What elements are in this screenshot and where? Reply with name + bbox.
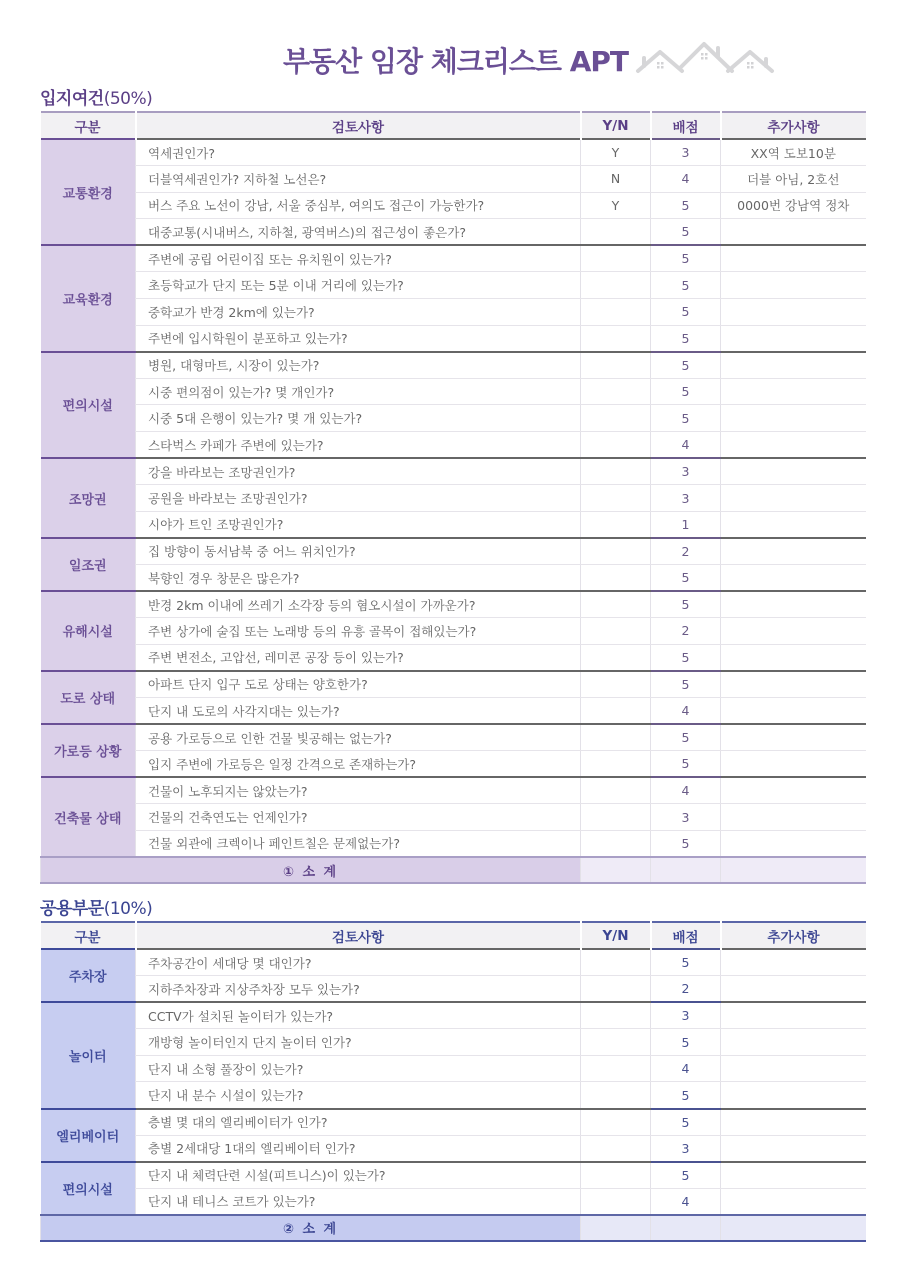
score-cell[interactable]: 5 (651, 591, 721, 618)
table-row (41, 1188, 866, 1215)
note-cell[interactable] (721, 697, 866, 724)
table-row (41, 724, 866, 751)
note-cell[interactable] (721, 618, 866, 645)
note-cell[interactable] (721, 777, 866, 804)
score-cell[interactable]: 5 (651, 219, 721, 246)
score-cell[interactable]: 5 (651, 949, 721, 976)
yn-cell[interactable] (581, 1188, 651, 1215)
table-row (41, 830, 866, 857)
category-cell: 건축물 상태 (41, 777, 136, 857)
table-row (41, 458, 866, 485)
subtotal-note-cell[interactable] (721, 1215, 866, 1241)
table-row (41, 1055, 866, 1082)
question-cell: 병원, 대형마트, 시장이 있는가? (136, 352, 581, 379)
yn-cell[interactable] (581, 485, 651, 512)
question-cell: 초등학교가 단지 또는 5분 이내 거리에 있는가? (136, 272, 581, 299)
score-cell[interactable]: 2 (651, 976, 721, 1003)
table-row (41, 1082, 866, 1109)
table-row (41, 299, 866, 326)
col-header-category: 구분 (41, 922, 136, 949)
table-body (41, 949, 866, 1241)
yn-cell[interactable] (581, 976, 651, 1003)
score-cell[interactable]: 5 (651, 671, 721, 698)
houses-roof-icon (632, 38, 777, 78)
table-row (41, 405, 866, 432)
question-cell: 층별 2세대당 1대의 엘리베이터 인가? (136, 1135, 581, 1162)
category-cell: 엘리베이터 (41, 1109, 136, 1162)
category-cell: 주차장 (41, 949, 136, 1002)
score-cell[interactable]: 3 (651, 1002, 721, 1029)
question-cell: 단지 내 테니스 코트가 있는가? (136, 1188, 581, 1215)
yn-cell[interactable] (581, 671, 651, 698)
score-cell[interactable]: 4 (651, 1055, 721, 1082)
col-header-category: 구분 (41, 112, 136, 139)
question-cell: 단지 내 분수 시설이 있는가? (136, 1082, 581, 1109)
table-row (41, 1162, 866, 1189)
note-cell[interactable] (721, 1109, 866, 1136)
table-row (41, 1109, 866, 1136)
table-row (41, 618, 866, 645)
note-cell[interactable] (721, 485, 866, 512)
category-cell: 도로 상태 (41, 671, 136, 724)
question-cell: 중학교가 반경 2km에 있는가? (136, 299, 581, 326)
category-cell: 편의시설 (41, 1162, 136, 1215)
score-cell[interactable]: 5 (651, 830, 721, 857)
yn-cell[interactable] (581, 949, 651, 976)
subtotal-score-cell[interactable] (651, 857, 721, 883)
note-cell[interactable] (721, 751, 866, 778)
table-row (41, 272, 866, 299)
table-header-row (41, 922, 866, 949)
section-pct: (50%) (103, 89, 153, 109)
note-cell[interactable]: 0000번 강남역 정차 (721, 192, 866, 219)
yn-cell[interactable] (581, 804, 651, 831)
yn-cell[interactable] (581, 1135, 651, 1162)
score-cell[interactable]: 3 (651, 139, 721, 166)
yn-cell[interactable] (581, 565, 651, 592)
table-row (41, 485, 866, 512)
note-cell[interactable]: 더블 아님, 2호선 (721, 166, 866, 193)
table-row (41, 671, 866, 698)
question-cell: 단지 내 도로의 사각지대는 있는가? (136, 697, 581, 724)
note-cell[interactable] (721, 511, 866, 538)
yn-cell[interactable] (581, 352, 651, 379)
category-cell: 놀이터 (41, 1002, 136, 1108)
note-cell[interactable] (721, 671, 866, 698)
question-cell: 시중 편의점이 있는가? 몇 개인가? (136, 378, 581, 405)
score-cell[interactable]: 3 (651, 485, 721, 512)
question-cell: 집 방향이 동서남북 중 어느 위치인가? (136, 538, 581, 565)
note-cell[interactable] (721, 272, 866, 299)
note-cell[interactable] (721, 804, 866, 831)
yn-cell[interactable] (581, 1082, 651, 1109)
score-cell[interactable]: 5 (651, 751, 721, 778)
score-cell[interactable]: 5 (651, 1109, 721, 1136)
score-cell[interactable]: 4 (651, 777, 721, 804)
table-row (41, 166, 866, 193)
score-cell[interactable]: 5 (651, 299, 721, 326)
note-cell[interactable] (721, 245, 866, 272)
question-cell: 건물이 노후되지는 않았는가? (136, 777, 581, 804)
yn-cell[interactable] (581, 458, 651, 485)
score-cell[interactable]: 4 (651, 1188, 721, 1215)
note-cell[interactable] (721, 352, 866, 379)
category-cell: 교육환경 (41, 245, 136, 351)
yn-cell[interactable] (581, 591, 651, 618)
table-row (41, 1135, 866, 1162)
table-row (41, 591, 866, 618)
yn-cell[interactable] (581, 299, 651, 326)
question-cell: 더블역세권인가? 지하철 노선은? (136, 166, 581, 193)
question-cell: 주변에 공립 어린이집 또는 유치원이 있는가? (136, 245, 581, 272)
score-cell[interactable]: 4 (651, 166, 721, 193)
section-name: 입지여건 (40, 89, 104, 109)
note-cell[interactable] (721, 219, 866, 246)
score-cell[interactable]: 5 (651, 565, 721, 592)
score-cell[interactable]: 2 (651, 538, 721, 565)
category-cell: 유해시설 (41, 591, 136, 671)
score-cell[interactable]: 5 (651, 192, 721, 219)
score-cell[interactable]: 5 (651, 644, 721, 671)
note-cell[interactable] (721, 1082, 866, 1109)
subtotal-label: ② 소 계 (41, 1215, 581, 1241)
yn-cell[interactable] (581, 1162, 651, 1189)
col-header-score: 배점 (651, 922, 721, 949)
question-cell: 주변 상가에 술집 또는 노래방 등의 유흥 골목이 접해있는가? (136, 618, 581, 645)
question-cell: 스타벅스 카페가 주변에 있는가? (136, 432, 581, 459)
table-row (41, 352, 866, 379)
score-cell[interactable]: 3 (651, 1135, 721, 1162)
yn-cell[interactable] (581, 777, 651, 804)
yn-cell[interactable] (581, 1029, 651, 1056)
yn-cell[interactable] (581, 751, 651, 778)
question-cell: 반경 2km 이내에 쓰레기 소각장 등의 혐오시설이 가까운가? (136, 591, 581, 618)
yn-cell[interactable] (581, 1109, 651, 1136)
note-cell[interactable] (721, 976, 866, 1003)
table-row (41, 139, 866, 166)
yn-cell[interactable] (581, 697, 651, 724)
score-cell[interactable]: 5 (651, 325, 721, 352)
question-cell: 역세권인가? (136, 139, 581, 166)
category-cell: 조망권 (41, 458, 136, 538)
note-cell[interactable] (721, 1162, 866, 1189)
note-cell[interactable] (721, 325, 866, 352)
yn-cell[interactable] (581, 830, 651, 857)
yn-cell[interactable] (581, 511, 651, 538)
yn-cell[interactable] (581, 432, 651, 459)
yn-cell[interactable]: Y (581, 192, 651, 219)
subtotal-label: ① 소 계 (41, 857, 581, 883)
yn-cell[interactable] (581, 724, 651, 751)
col-header-yn: Y/N (581, 112, 651, 139)
note-cell[interactable] (721, 644, 866, 671)
note-cell[interactable] (721, 591, 866, 618)
note-cell[interactable] (721, 565, 866, 592)
category-cell: 가로등 상황 (41, 724, 136, 777)
note-cell[interactable] (721, 949, 866, 976)
question-cell: 주변에 입시학원이 분포하고 있는가? (136, 325, 581, 352)
yn-cell[interactable] (581, 538, 651, 565)
score-cell[interactable]: 2 (651, 618, 721, 645)
note-cell[interactable] (721, 1029, 866, 1056)
table-row (41, 949, 866, 976)
table-row (41, 538, 866, 565)
table-row (41, 777, 866, 804)
question-cell: 아파트 단지 입구 도로 상태는 양호한가? (136, 671, 581, 698)
table-row (41, 219, 866, 246)
subtotal-yn-cell[interactable] (581, 857, 651, 883)
question-cell: 단지 내 소형 풀장이 있는가? (136, 1055, 581, 1082)
question-cell: 공원을 바라보는 조망권인가? (136, 485, 581, 512)
score-cell[interactable]: 5 (651, 1162, 721, 1189)
score-cell[interactable]: 5 (651, 272, 721, 299)
question-cell: 공용 가로등으로 인한 건물 빛공해는 없는가? (136, 724, 581, 751)
question-cell: 버스 주요 노선이 강남, 서울 중심부, 여의도 접근이 가능한가? (136, 192, 581, 219)
col-header-note: 추가사항 (721, 112, 866, 139)
col-header-yn: Y/N (581, 922, 651, 949)
common-area-checklist-table (40, 921, 866, 1242)
question-cell: 입지 주변에 가로등은 일정 간격으로 존재하는가? (136, 751, 581, 778)
table-row (41, 697, 866, 724)
note-cell[interactable] (721, 1188, 866, 1215)
yn-cell[interactable] (581, 1002, 651, 1029)
section-title-common (40, 894, 152, 919)
table-row (41, 432, 866, 459)
section-title-location (40, 84, 152, 109)
col-header-item: 검토사항 (136, 922, 581, 949)
page-title: 부동산 임장 체크리스트 APT (283, 45, 629, 78)
yn-cell[interactable] (581, 378, 651, 405)
question-cell: 개방형 놀이터인지 단지 놀이터 인가? (136, 1029, 581, 1056)
note-cell[interactable] (721, 1002, 866, 1029)
subtotal-row (41, 857, 866, 883)
table-body (41, 139, 866, 883)
table-row (41, 644, 866, 671)
table-row (41, 325, 866, 352)
score-cell[interactable]: 5 (651, 405, 721, 432)
subtotal-score-cell[interactable] (651, 1215, 721, 1241)
question-cell: 시야가 트인 조망권인가? (136, 511, 581, 538)
score-cell[interactable]: 3 (651, 804, 721, 831)
note-cell[interactable] (721, 1055, 866, 1082)
score-cell[interactable]: 3 (651, 458, 721, 485)
note-cell[interactable]: XX역 도보10분 (721, 139, 866, 166)
note-cell[interactable] (721, 405, 866, 432)
table-row (41, 378, 866, 405)
col-header-note: 추가사항 (721, 922, 866, 949)
question-cell: 층별 몇 대의 엘리베이터가 인가? (136, 1109, 581, 1136)
question-cell: 단지 내 체력단련 시설(피트니스)이 있는가? (136, 1162, 581, 1189)
yn-cell[interactable] (581, 405, 651, 432)
col-header-item: 검토사항 (136, 112, 581, 139)
table-row (41, 565, 866, 592)
note-cell[interactable] (721, 432, 866, 459)
category-cell: 편의시설 (41, 352, 136, 458)
location-checklist-table (40, 111, 866, 884)
yn-cell[interactable] (581, 245, 651, 272)
table-row (41, 245, 866, 272)
note-cell[interactable] (721, 378, 866, 405)
yn-cell[interactable] (581, 644, 651, 671)
table-row (41, 751, 866, 778)
category-cell: 교통환경 (41, 139, 136, 245)
yn-cell[interactable]: Y (581, 139, 651, 166)
score-cell[interactable]: 5 (651, 245, 721, 272)
yn-cell[interactable] (581, 219, 651, 246)
col-header-score: 배점 (651, 112, 721, 139)
page-header (0, 38, 905, 86)
yn-cell[interactable] (581, 618, 651, 645)
section-name: 공용부문 (40, 899, 104, 919)
score-cell[interactable]: 5 (651, 724, 721, 751)
category-cell: 일조권 (41, 538, 136, 591)
question-cell: 건물 외관에 크렉이나 페인트칠은 문제없는가? (136, 830, 581, 857)
subtotal-row (41, 1215, 866, 1241)
score-cell[interactable]: 5 (651, 1082, 721, 1109)
table-row (41, 1029, 866, 1056)
table-row (41, 1002, 866, 1029)
yn-cell[interactable] (581, 325, 651, 352)
question-cell: 대중교통(시내버스, 지하철, 광역버스)의 접근성이 좋은가? (136, 219, 581, 246)
question-cell: 주변 변전소, 고압선, 레미콘 공장 등이 있는가? (136, 644, 581, 671)
note-cell[interactable] (721, 299, 866, 326)
note-cell[interactable] (721, 538, 866, 565)
subtotal-yn-cell[interactable] (581, 1215, 651, 1241)
score-cell[interactable]: 4 (651, 697, 721, 724)
note-cell[interactable] (721, 458, 866, 485)
score-cell[interactable]: 4 (651, 432, 721, 459)
score-cell[interactable]: 5 (651, 378, 721, 405)
table-header-row (41, 112, 866, 139)
question-cell: 북향인 경우 창문은 많은가? (136, 565, 581, 592)
score-cell[interactable]: 1 (651, 511, 721, 538)
note-cell[interactable] (721, 1135, 866, 1162)
question-cell: 지하주차장과 지상주차장 모두 있는가? (136, 976, 581, 1003)
yn-cell[interactable]: N (581, 166, 651, 193)
section-pct: (10%) (103, 899, 153, 919)
table-row (41, 804, 866, 831)
table-row (41, 192, 866, 219)
table-row (41, 511, 866, 538)
score-cell[interactable]: 5 (651, 1029, 721, 1056)
note-cell[interactable] (721, 724, 866, 751)
question-cell: CCTV가 설치된 놀이터가 있는가? (136, 1002, 581, 1029)
question-cell: 주차공간이 세대당 몇 대인가? (136, 949, 581, 976)
yn-cell[interactable] (581, 1055, 651, 1082)
question-cell: 건물의 건축연도는 언제인가? (136, 804, 581, 831)
question-cell: 강을 바라보는 조망권인가? (136, 458, 581, 485)
score-cell[interactable]: 5 (651, 352, 721, 379)
question-cell: 시중 5대 은행이 있는가? 몇 개 있는가? (136, 405, 581, 432)
table-row (41, 976, 866, 1003)
yn-cell[interactable] (581, 272, 651, 299)
note-cell[interactable] (721, 830, 866, 857)
subtotal-note-cell[interactable] (721, 857, 866, 883)
